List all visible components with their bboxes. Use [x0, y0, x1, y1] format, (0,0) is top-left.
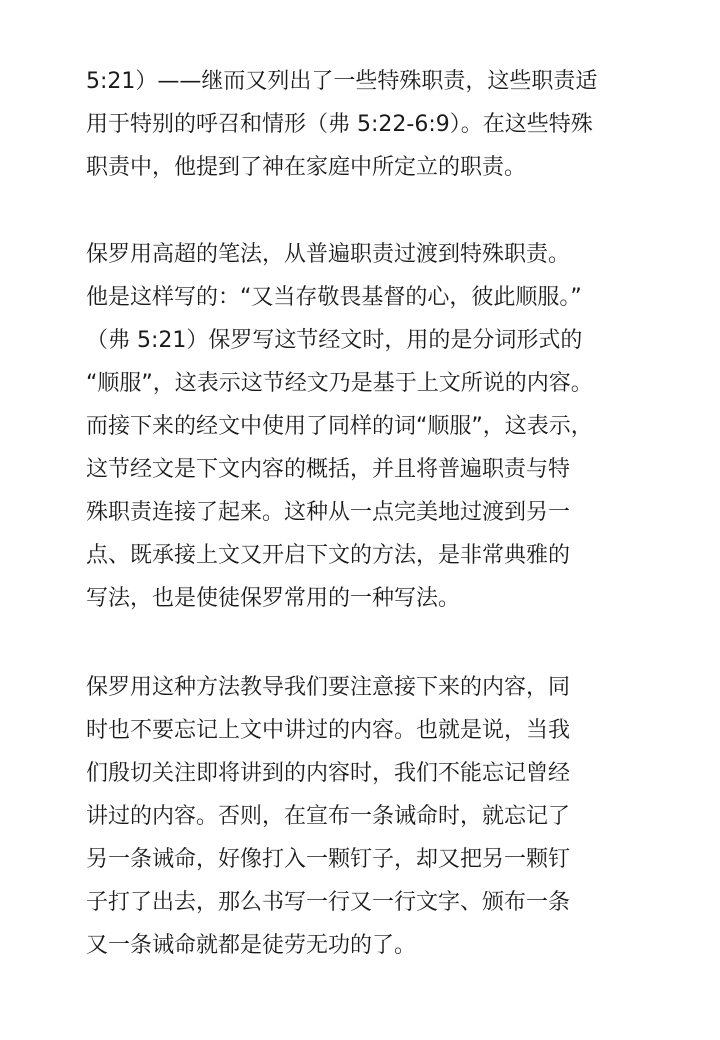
paragraph-1: [86, 60, 646, 189]
paragraph-line: 用于特别的呼召和情形（弗 5:22-6:9）。在这些特殊: [86, 112, 593, 137]
paragraph-line: 这节经文是下文内容的概括，并且将普遍职责与特: [86, 457, 571, 482]
paragraph-line: 又一条诫命就都是徒劳无功的了。: [86, 933, 417, 958]
paragraph-line: 讲过的内容。否则，在宣布一条诫命时，就忘记了: [86, 804, 571, 829]
paragraph-line: 保罗用高超的笔法，从普遍职责过渡到特殊职责。: [86, 242, 571, 267]
paragraph-line: 他是这样写的：“又当存敬畏基督的心，彼此顺服。”: [86, 285, 582, 310]
paragraph-line: 点、既承接上文又开启下文的方法，是非常典雅的: [86, 543, 571, 568]
paragraph-line: 而接下来的经文中使用了同样的词“顺服”，这表示，: [86, 414, 593, 439]
paragraph-line: 保罗用这种方法教导我们要注意接下来的内容，同: [86, 675, 571, 700]
paragraph-2: [86, 233, 646, 620]
paragraph-line: 殊职责连接了起来。这种从一点完美地过渡到另一: [86, 500, 571, 525]
paragraph-line: 子打了出去，那么书写一行又一行文字、颁布一条: [86, 890, 571, 915]
paragraph-line: 们殷切关注即将讲到的内容时，我们不能忘记曾经: [86, 761, 571, 786]
paragraph-line: 写法，也是使徒保罗常用的一种写法。: [86, 586, 461, 611]
paragraph-line: （弗 5:21）保罗写这节经文时，用的是分词形式的: [86, 328, 583, 353]
paragraph-3: [86, 666, 646, 967]
paragraph-line: 5:21）——继而又列出了一些特殊职责，这些职责适: [86, 69, 598, 94]
paragraph-line: “顺服”，这表示这节经文乃是基于上文所说的内容。: [86, 371, 593, 396]
paragraph-line: 时也不要忘记上文中讲过的内容。也就是说，当我: [86, 718, 571, 743]
paragraph-line: 职责中，他提到了神在家庭中所定立的职责。: [86, 155, 527, 180]
paragraph-line: 另一条诫命，好像打入一颗钉子，却又把另一颗钉: [86, 847, 571, 872]
